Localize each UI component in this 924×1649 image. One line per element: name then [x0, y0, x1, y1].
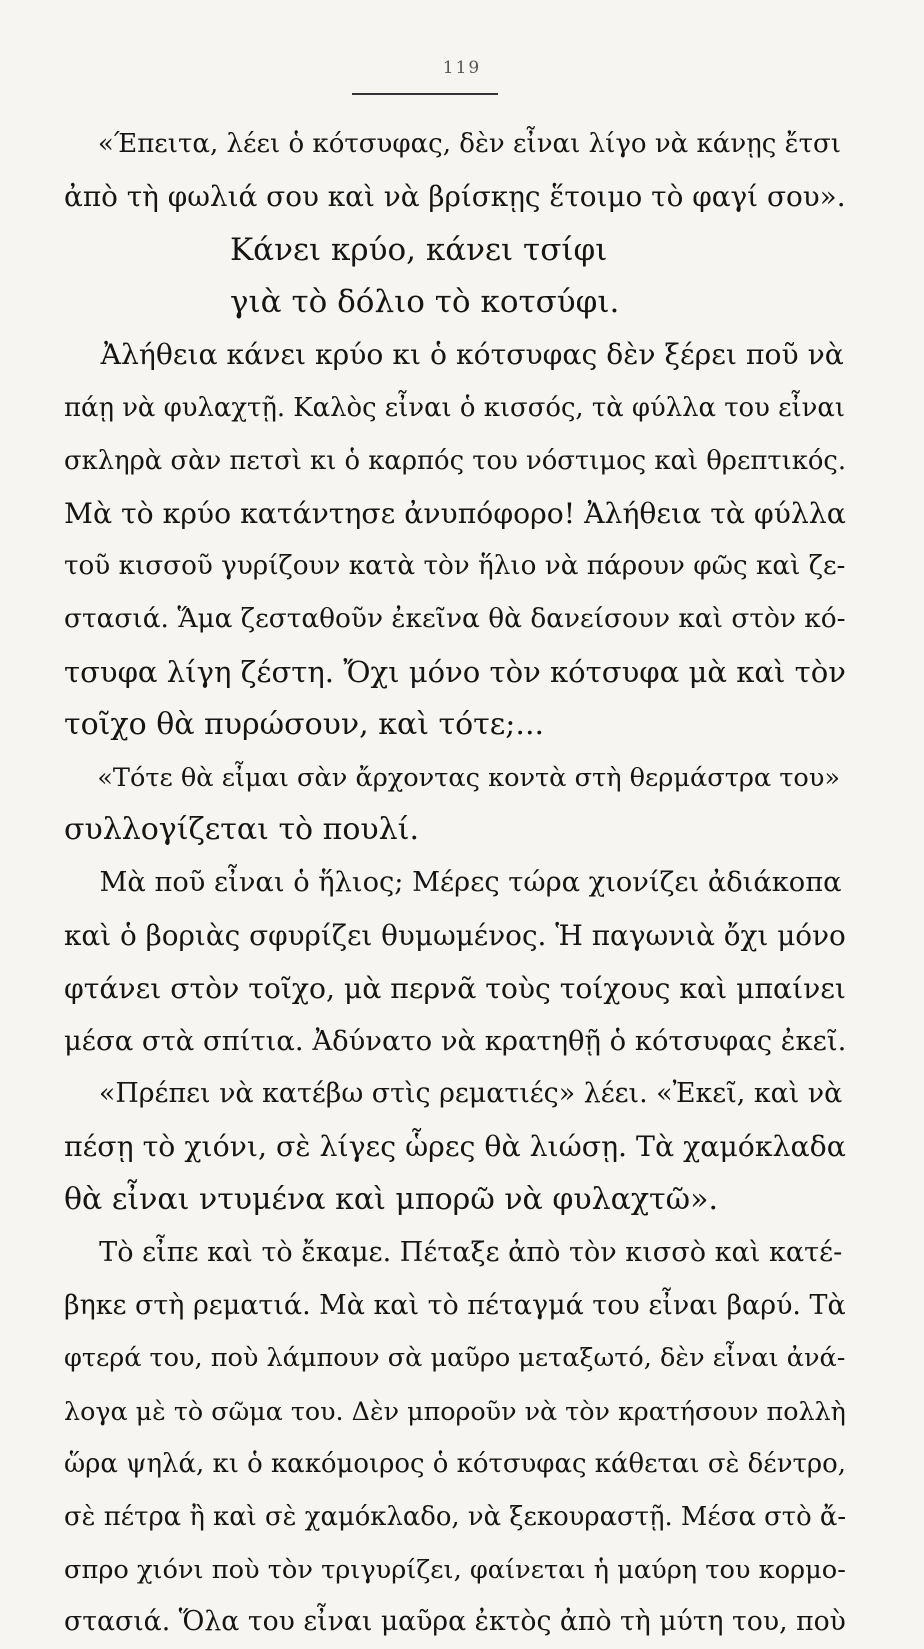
text-line: φτερά του, ποὺ λάμπουν σὰ μαῦρο μεταξωτό, δὲν εἶναι ἀνά-: [64, 1343, 846, 1374]
text-line: «Τότε θὰ εἶμαι σὰν ἄρχοντας κοντὰ στὴ θερμάστρα του»: [97, 762, 841, 793]
text-line: σπρο χιόνι ποὺ τὸν τριγυρίζει, φαίνεται ἡ μαύρη του κορμο-: [64, 1554, 846, 1585]
text-line: «Πρέπει νὰ κατέβω στὶς ρεματιές» λέει. «Ἐκεῖ, καὶ νὰ: [98, 1078, 843, 1110]
text-line: βηκε στὴ ρεματιά. Μὰ καὶ τὸ πέταγμά του εἶναι βαρύ. Τὰ: [64, 1289, 846, 1321]
text-line: θὰ εἶναι ντυμένα καὶ μπορῶ νὰ φυλαχτῶ».: [64, 1181, 718, 1217]
text-line: Τὸ εἶπε καὶ τὸ ἔκαμε. Πέταξε ἀπὸ τὸν κισσὸ καὶ κατέ-: [99, 1236, 843, 1268]
text-line: τοῖχο θὰ πυρώσουν, καὶ τότε;...: [64, 706, 545, 742]
header-rule: [352, 93, 498, 95]
verse-line: γιὰ τὸ δόλιο τὸ κοτσύφι.: [230, 284, 620, 321]
text-line: πέσῃ τὸ χιόνι, σὲ λίγες ὧρες θὰ λιώσῃ. Τὰ χαμόκλαδα: [64, 1130, 846, 1164]
text-line: μέσα στὰ σπίτια. Ἀδύνατο νὰ κρατηθῇ ὁ κότσυφας ἐκεῖ.: [64, 1025, 847, 1057]
text-line: ἀπὸ τὴ φωλιά σου καὶ νὰ βρίσκῃς ἕτοιμο τὸ φαγί σου».: [64, 179, 846, 213]
text-line: φτάνει στὸν τοῖχο, μὰ περνᾶ τοὺς τοίχους καὶ μπαίνει: [64, 971, 846, 1005]
page-number: 119: [442, 58, 482, 78]
text-line: στασιά. Ἅμα ζεσταθοῦν ἐκεῖνα θὰ δανείσουν καὶ στὸν κό-: [64, 604, 846, 635]
text-line: πάῃ νὰ φυλαχτῇ. Καλὸς εἶναι ὁ κισσός, τὰ φύλλα του εἶναι: [64, 392, 845, 423]
text-line: Μὰ ποῦ εἶναι ὁ ἥλιος; Μέρες τώρα χιονίζει ἀδιάκοπα: [99, 867, 842, 899]
verse-line: Κάνει κρύο, κάνει τσίφι: [230, 231, 608, 268]
text-line: τοῦ κισσοῦ γυρίζουν κατὰ τὸν ἥλιο νὰ πάρουν φῶς καὶ ζε-: [64, 551, 846, 582]
text-line: συλλογίζεται τὸ πουλί.: [64, 812, 419, 848]
text-line: τσυφα λίγη ζέστη. Ὄχι μόνο τὸν κότσυφα μὰ καὶ τὸν: [64, 654, 846, 689]
text-line: Ἀλήθεια κάνει κρύο κι ὁ κότσυφας δὲν ξέρει ποῦ νὰ: [100, 338, 844, 372]
text-line: σκληρὰ σὰν πετσὶ κι ὁ καρπός του νόστιμος καὶ θρεπτικός.: [64, 445, 847, 476]
text-line: λογα μὲ τὸ σῶμα του. Δὲν μποροῦν νὰ τὸν κρατήσουν πολλὴ: [64, 1396, 846, 1427]
text-line: ὥρα ψηλά, κι ὁ κακόμοιρος ὁ κότσυφας κάθεται σὲ δέντρο,: [64, 1448, 846, 1479]
body-text: [64, 118, 846, 1649]
text-line: σὲ πέτρα ἢ καὶ σὲ χαμόκλαδο, νὰ ξεκουραστῇ. Μέσα στὸ ἄ-: [64, 1501, 847, 1532]
text-line: καὶ ὁ βοριὰς σφυρίζει θυμωμένος. Ἡ παγωνιὰ ὄχι μόνο: [64, 918, 846, 952]
text-line: Μὰ τὸ κρύο κατάντησε ἀνυπόφορο! Ἀλήθεια τὰ φύλλα: [64, 496, 846, 530]
text-line: «Έπειτα, λέει ὁ κότσυφας, δὲν εἶναι λίγο νὰ κάνῃς ἔτσι: [97, 129, 841, 159]
text-line: στασιά. Ὅλα του εἶναι μαῦρα ἐκτὸς ἀπὸ τὴ μύτη του, ποὺ: [64, 1606, 846, 1638]
